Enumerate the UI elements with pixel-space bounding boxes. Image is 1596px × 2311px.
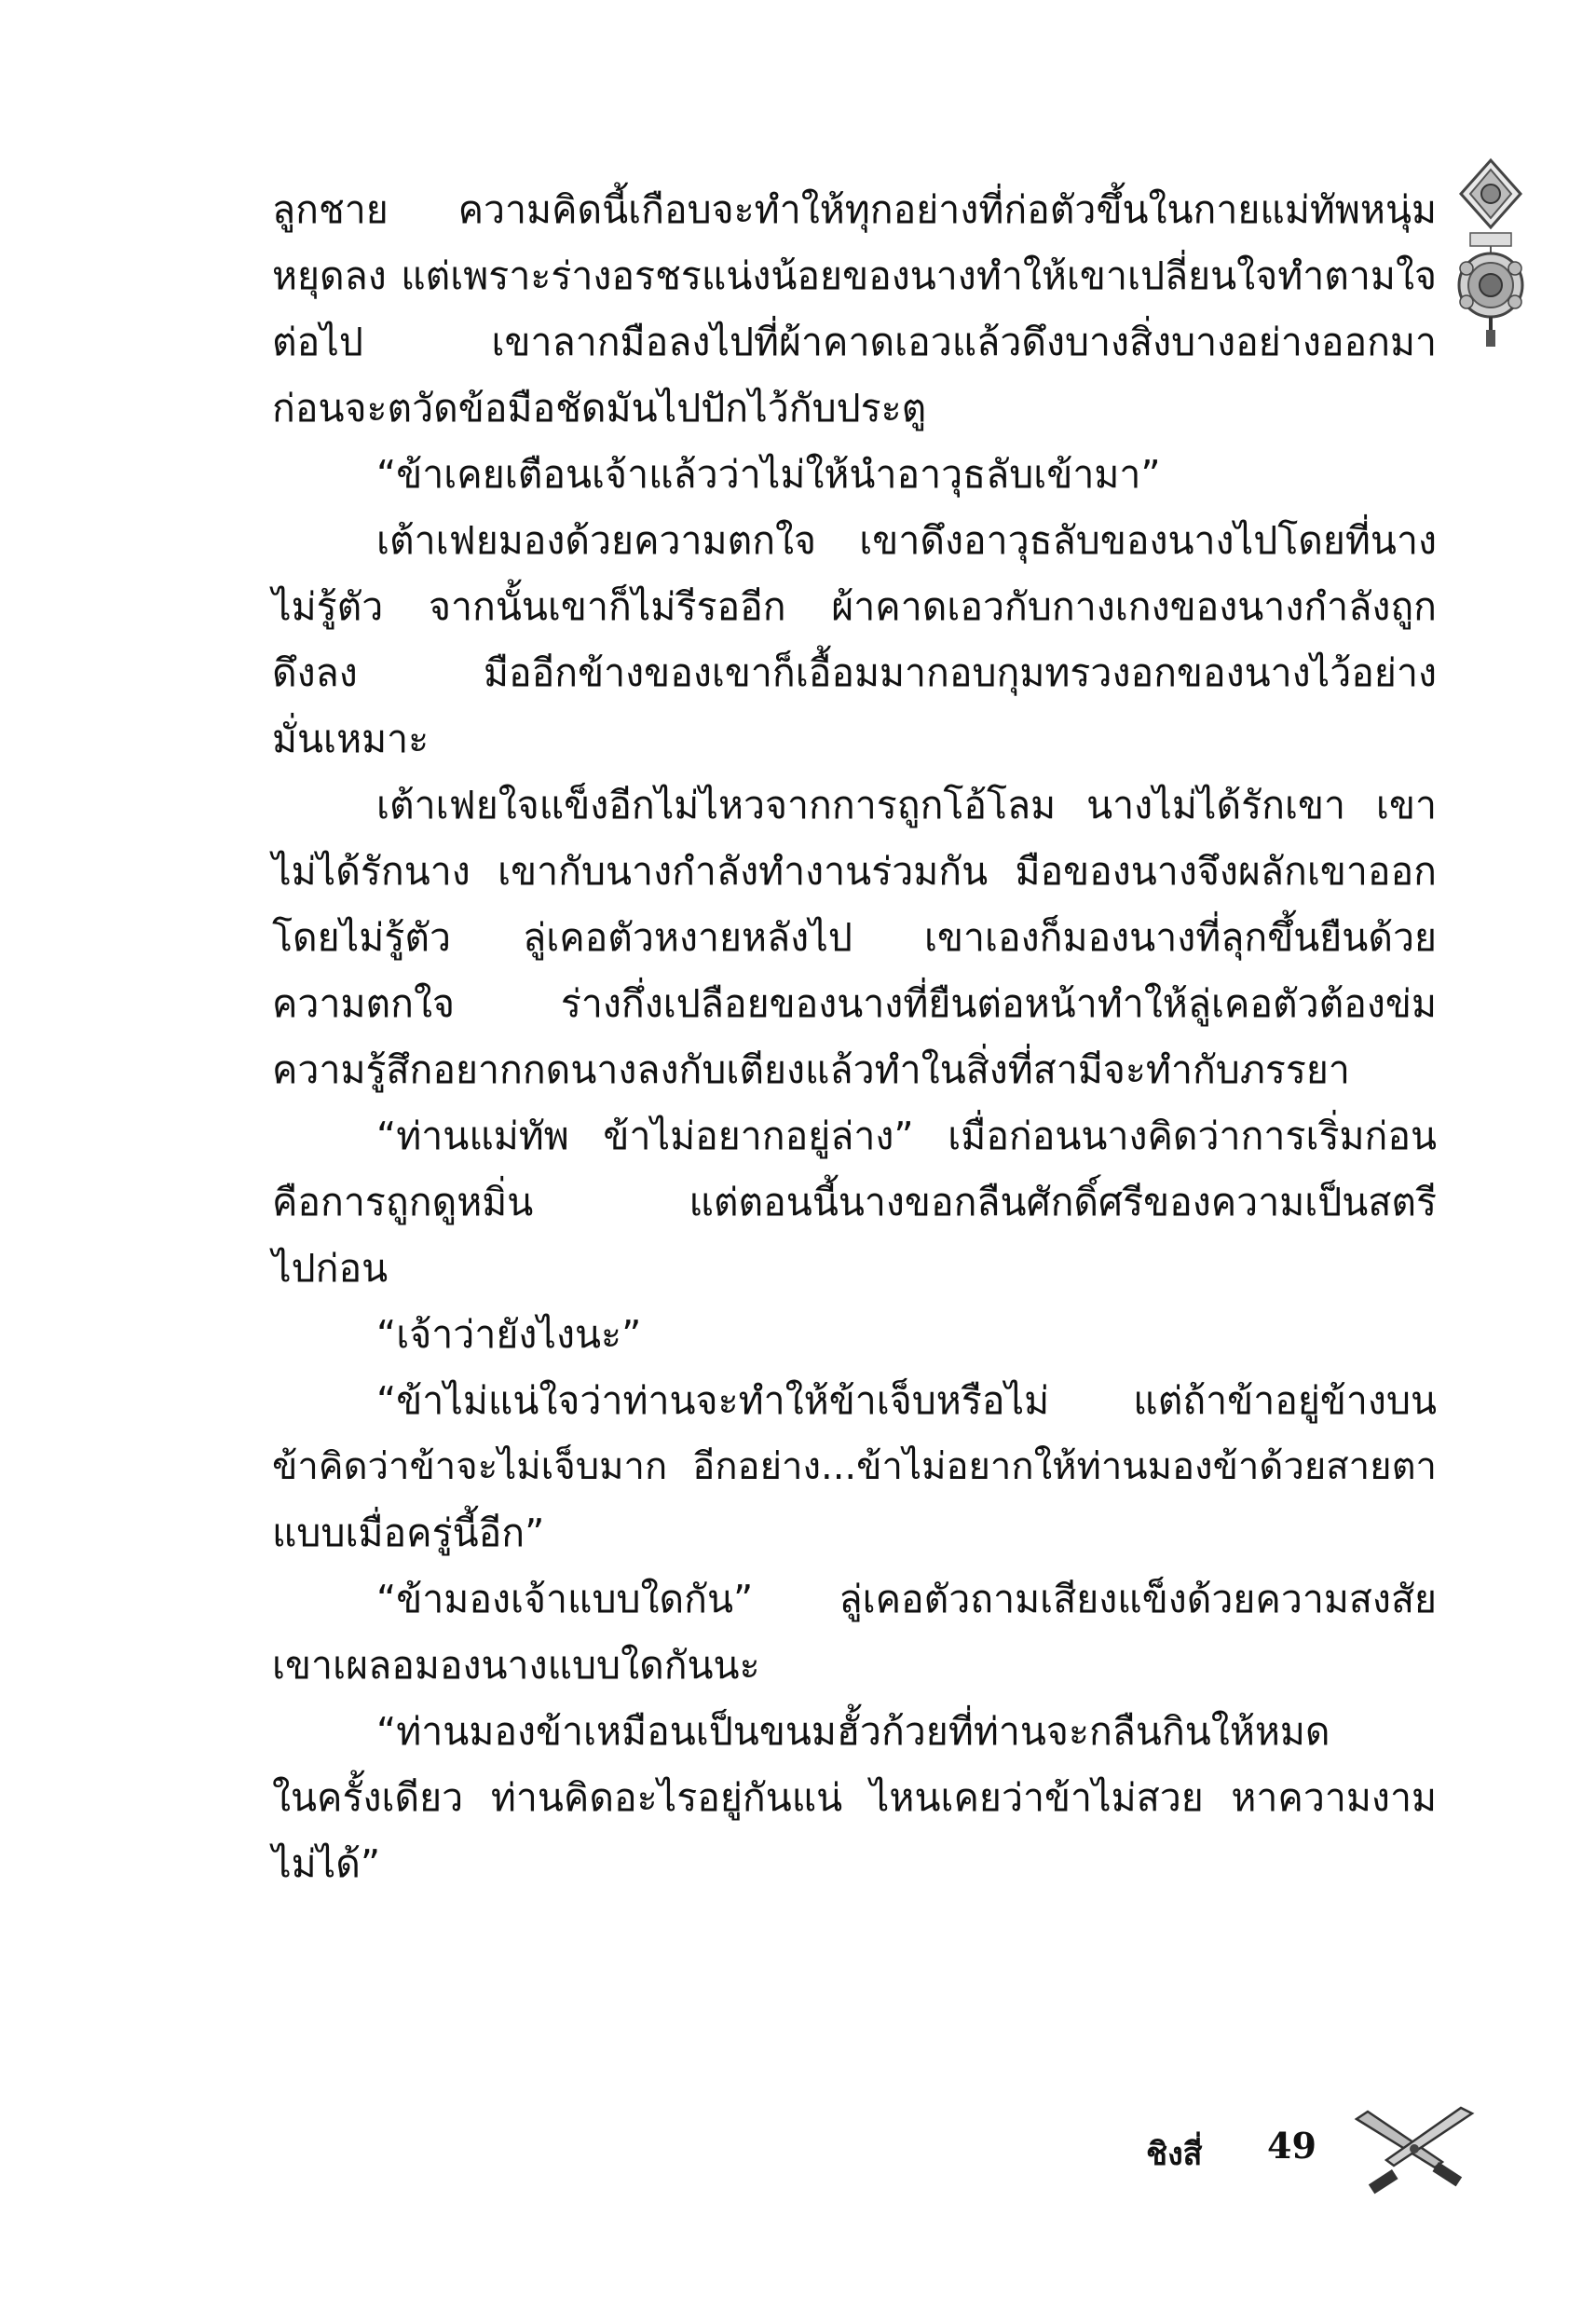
text-line: ต่อไป เขาลากมือลงไปที่ผ้าคาดเอวแล้วดึงบางสิ่งบางอย่างออกมา <box>272 320 1437 364</box>
paragraph <box>272 1566 1437 1699</box>
book-title: ชิงสี่ <box>1146 2136 1203 2173</box>
text-line: เขาเผลอมองนางแบบใดกันนะ <box>272 1643 760 1688</box>
text-line: คือการถูกดูหมิ่น แต่ตอนนี้นางขอกลืนศักดิ์ศรีของความเป็นสตรี <box>272 1180 1437 1224</box>
text-line: โดยไม่รู้ตัว ลู่เคอตัวหงายหลังไป เขาเองก็มองนางที่ลุกขึ้นยืนด้วย <box>272 915 1437 960</box>
text-line: ลูกชาย ความคิดนี้เกือบจะทำให้ทุกอย่างที่ก่อตัวขึ้นในกายแม่ทัพหนุ่ม <box>272 187 1437 232</box>
paragraph <box>272 1302 1437 1368</box>
page-footer <box>1146 2106 1481 2199</box>
text-line: มั่นเหมาะ <box>272 717 430 761</box>
text-line: “ท่านมองข้าเหมือนเป็นขนมฮั้วก้วยที่ท่านจะกลืนกินให้หมด <box>376 1709 1330 1754</box>
text-line: “ข้าเคยเตือนเจ้าแล้วว่าไม่ให้นำอาวุธลับเข้ามา” <box>376 452 1161 497</box>
body-text <box>272 177 1437 1897</box>
text-line: แบบเมื่อครู่นี้อีก” <box>272 1511 545 1555</box>
text-line: ก่อนจะตวัดข้อมือชัดมันไปปักไว้กับประตู <box>272 386 927 431</box>
text-line: เต้าเฟยมองด้วยความตกใจ เขาดึงอาวุธลับของนางไปโดยที่นาง <box>376 518 1437 563</box>
text-line: ไปก่อน <box>272 1246 389 1291</box>
text-line: ความตกใจ ร่างกึ่งเปลือยของนางที่ยืนต่อหน้าทำให้ลู่เคอตัวต้องข่ม <box>272 981 1437 1026</box>
text-line: “เจ้าว่ายังไงนะ” <box>376 1312 642 1357</box>
paragraph <box>272 1368 1437 1566</box>
paragraph <box>272 1699 1437 1897</box>
text-line: ดึงลง มืออีกข้างของเขาก็เอื้อมมากอบกุมทรวงอกของนางไว้อย่าง <box>272 650 1437 695</box>
text-line: ความรู้สึกอยากกดนางลงกับเตียงแล้วทำในสิ่งที่สามีจะทำกับภรรยา <box>272 1047 1350 1092</box>
text-line: “ท่านแม่ทัพ ข้าไม่อยากอยู่ล่าง” เมื่อก่อนนางคิดว่าการเริ่มก่อน <box>376 1114 1437 1158</box>
paragraph <box>272 442 1437 508</box>
text-line: ไม่รู้ตัว จากนั้นเขาก็ไม่รีรออีก ผ้าคาดเอวกับกางเกงของนางกำลังถูก <box>272 584 1437 629</box>
text-line: ไม่ได้” <box>272 1841 381 1886</box>
crossed-knives-icon <box>1349 2106 1480 2195</box>
text-line: “ข้าไม่แน่ใจว่าท่านจะทำให้ข้าเจ็บหรือไม่ แต่ถ้าข้าอยู่ข้างบน <box>376 1378 1437 1423</box>
text-line: ข้าคิดว่าข้าจะไม่เจ็บมาก อีกอย่าง...ข้าไม่อยากให้ท่านมองข้าด้วยสายตา <box>272 1445 1437 1488</box>
paragraph <box>272 773 1437 1103</box>
page-number: 49 <box>1267 2125 1316 2167</box>
decorative-emblem-icon <box>1453 157 1528 352</box>
text-line: เต้าเฟยใจแข็งอีกไม่ไหวจากการถูกโอ้โลม นางไม่ได้รักเขา เขา <box>376 783 1437 827</box>
text-line: หยุดลง แต่เพราะร่างอรชรแน่งน้อยของนางทำให้เขาเปลี่ยนใจทำตามใจ <box>272 253 1437 298</box>
paragraph <box>272 177 1437 442</box>
text-line: ไม่ได้รักนาง เขากับนางกำลังทำงานร่วมกัน มือของนางจึงผลักเขาออก <box>272 849 1437 894</box>
text-line: “ข้ามองเจ้าแบบใดกัน” ลู่เคอตัวถามเสียงแข็งด้วยความสงสัย <box>376 1577 1437 1621</box>
paragraph <box>272 508 1437 773</box>
paragraph <box>272 1103 1437 1302</box>
text-line: ในครั้งเดียว ท่านคิดอะไรอยู่กันแน่ ไหนเคยว่าข้าไม่สวย หาความงาม <box>272 1775 1437 1820</box>
